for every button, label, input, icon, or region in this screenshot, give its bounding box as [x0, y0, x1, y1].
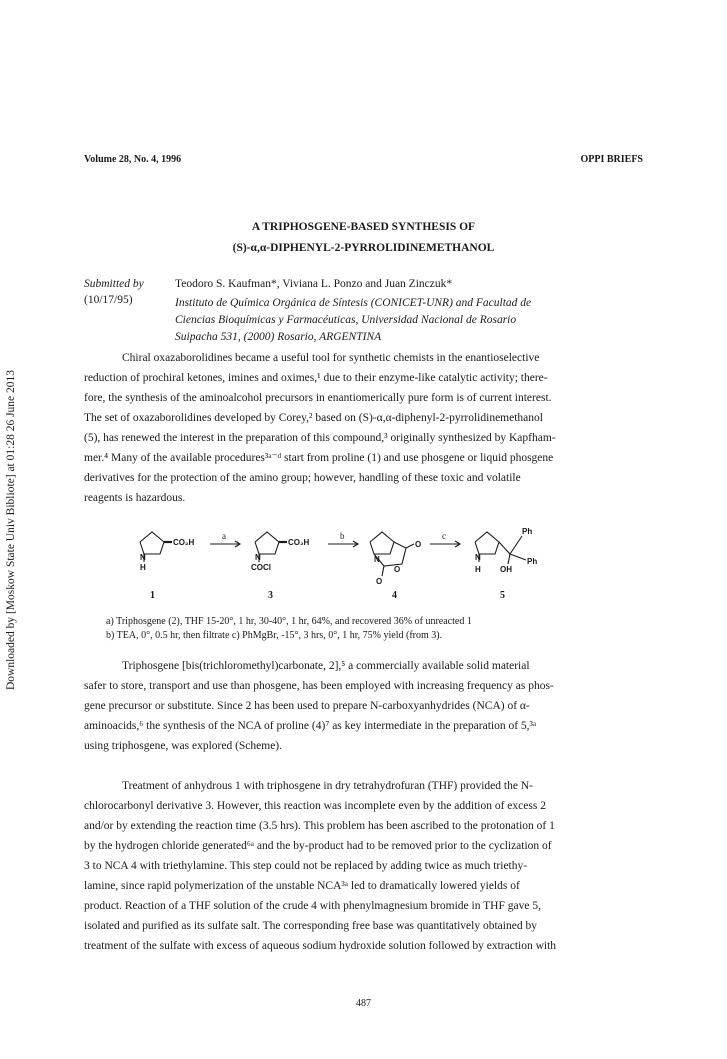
carbonyl-oxygen: O	[376, 577, 383, 586]
submission-date: (10/17/95)	[84, 294, 133, 306]
page-number: 487	[356, 998, 371, 1009]
nitrogen-label: N	[475, 553, 481, 562]
arrow-label-b: b	[340, 531, 345, 541]
text-line: isolated and purified as its sulfate salt. The corresponding free base was quantitatively obtained by	[84, 920, 537, 932]
submission-info	[84, 276, 144, 308]
text-line: reagents is hazardous.	[84, 492, 186, 504]
text-line: fore, the synthesis of the aminoalcohol precursors in enantiomerically pure form is of current interest.	[84, 392, 552, 404]
journal-section: OPPI BRIEFS	[580, 154, 643, 165]
affiliation-line: Instituto de Química Orgánica de Síntesis (CONICET-UNR) and Facultad de	[175, 297, 532, 309]
paragraph-triphosgene	[84, 656, 644, 756]
reaction-scheme	[130, 520, 570, 602]
affiliation-line: Suipacha 531, (2000) Rosario, ARGENTINA	[175, 331, 382, 343]
arrow-label-a: a	[222, 531, 226, 541]
compound-number: 4	[392, 590, 397, 601]
nitrogen-label: N	[374, 555, 380, 564]
download-watermark	[4, 330, 18, 730]
co2h-group: CO₂H	[173, 538, 195, 547]
nitrogen-label: N	[255, 553, 261, 562]
text-line: chlorocarbonyl derivative 3. However, this reaction was incomplete even by the addition of excess 2	[84, 800, 546, 812]
co2h-group: CO₂H	[288, 538, 310, 547]
text-line: Chiral oxazaborolidines became a useful tool for synthetic chemists in the enantioselective	[122, 352, 540, 364]
text-line: gene precursor or substitute. Since 2 has been used to prepare N-carboxyanhydrides (NCA) of α-	[84, 700, 530, 712]
paragraph-treatment	[84, 776, 644, 956]
cocl-group: COCl	[251, 563, 271, 572]
article-title-line-1: A TRIPHOSGENE-BASED SYNTHESIS OF	[251, 221, 476, 233]
ring-oxygen: O	[394, 565, 401, 574]
download-watermark-text: Downloaded by [Moskow State Univ Bibliote] at 01:28 26 June 2013	[5, 369, 17, 691]
text-line: The set of oxazaborolidines developed by Corey,² based on (S)-α,α-diphenyl-2-pyrrolidinemethanol	[84, 412, 543, 424]
submitted-label: Submitted by	[84, 278, 144, 290]
article-title-line-2: (S)-α,α-DIPHENYL-2-PYRROLIDINEMETHANOL	[232, 242, 495, 254]
text-line: aminoacids,⁶ the synthesis of the NCA of proline (4)⁷ as key intermediate in the preparation of 5,³ᵃ	[84, 720, 537, 732]
scheme-caption-line: b) TEA, 0°, 0.5 hr, then filtrate c) PhMgBr, -15°, 3 hrs, 0°, 1 hr, 75% yield (from 3).	[106, 630, 443, 641]
text-line: Treatment of anhydrous 1 with triphosgene in dry tetrahydrofuran (THF) provided the N-	[122, 780, 533, 792]
text-line: product. Reaction of a THF solution of the crude 4 with phenylmagnesium bromide in THF gave 5,	[84, 900, 541, 912]
hydrogen-label: H	[140, 563, 146, 572]
author-list: Teodoro S. Kaufman*, Viviana L. Ponzo and Juan Zinczuk*	[175, 278, 453, 290]
scheme-caption-line: a) Triphosgene (2), THF 15-20°, 1 hr, 30-40°, 1 hr, 64%, and recovered 36% of unreacted 1	[106, 616, 472, 627]
running-header	[84, 154, 643, 168]
text-line: safer to store, transport and use than phosgene, has been employed with increasing frequency as phos-	[84, 680, 554, 692]
text-line: mer.⁴ Many of the available procedures³ᵃ⁻ᵈ start from proline (1) and use phosgene or liquid phosgene	[84, 452, 554, 464]
text-line: treatment of the sulfate with excess of aqueous sodium hydroxide solution followed by extraction with	[84, 940, 557, 952]
arrow-label-c: c	[442, 531, 446, 541]
paragraph-intro	[84, 348, 644, 508]
text-line: lamine, since rapid polymerization of the unstable NCA³ᵃ led to dramatically lowered yields of	[84, 880, 520, 892]
text-line: and/or by extending the reaction time (3.5 hrs). This problem has been ascribed to the protonation of 1	[84, 820, 555, 832]
nitrogen-label: N	[140, 553, 146, 562]
text-line: by the hydrogen chloride generated⁶ᵃ and the by-product had to be removed prior to the cyclization of	[84, 840, 552, 852]
affiliation	[175, 295, 645, 346]
text-line: Triphosgene [bis(trichloromethyl)carbonate, 2],⁵ a commercially available solid material	[122, 660, 530, 672]
carbonyl-oxygen: O	[415, 540, 422, 549]
compound-number: 5	[500, 590, 505, 601]
compound-number: 3	[268, 590, 273, 601]
text-line: 3 to NCA 4 with triethylamine. This step could not be replaced by adding twice as much triethy-	[84, 860, 528, 872]
phenyl-group: Ph	[527, 557, 538, 566]
text-line: reduction of prochiral ketones, imines and oximes,¹ due to their enzyme-like catalytic activity; there-	[84, 372, 548, 384]
text-line: using triphosgene, was explored (Scheme).	[84, 740, 283, 752]
journal-volume: Volume 28, No. 4, 1996	[84, 154, 182, 165]
hydrogen-label: H	[475, 565, 481, 574]
compound-number: 1	[150, 590, 155, 601]
phenyl-group: Ph	[522, 527, 533, 536]
text-line: (5), has renewed the interest in the preparation of this compound,³ originally synthesized by Kapfham-	[84, 432, 556, 444]
hydroxyl-group: OH	[500, 565, 512, 574]
text-line: derivatives for the protection of the amino group; however, handling of these toxic and volatile	[84, 472, 521, 484]
affiliation-line: Ciencias Bioquímicas y Farmacéuticas, Universidad Nacional de Rosario	[175, 314, 517, 326]
